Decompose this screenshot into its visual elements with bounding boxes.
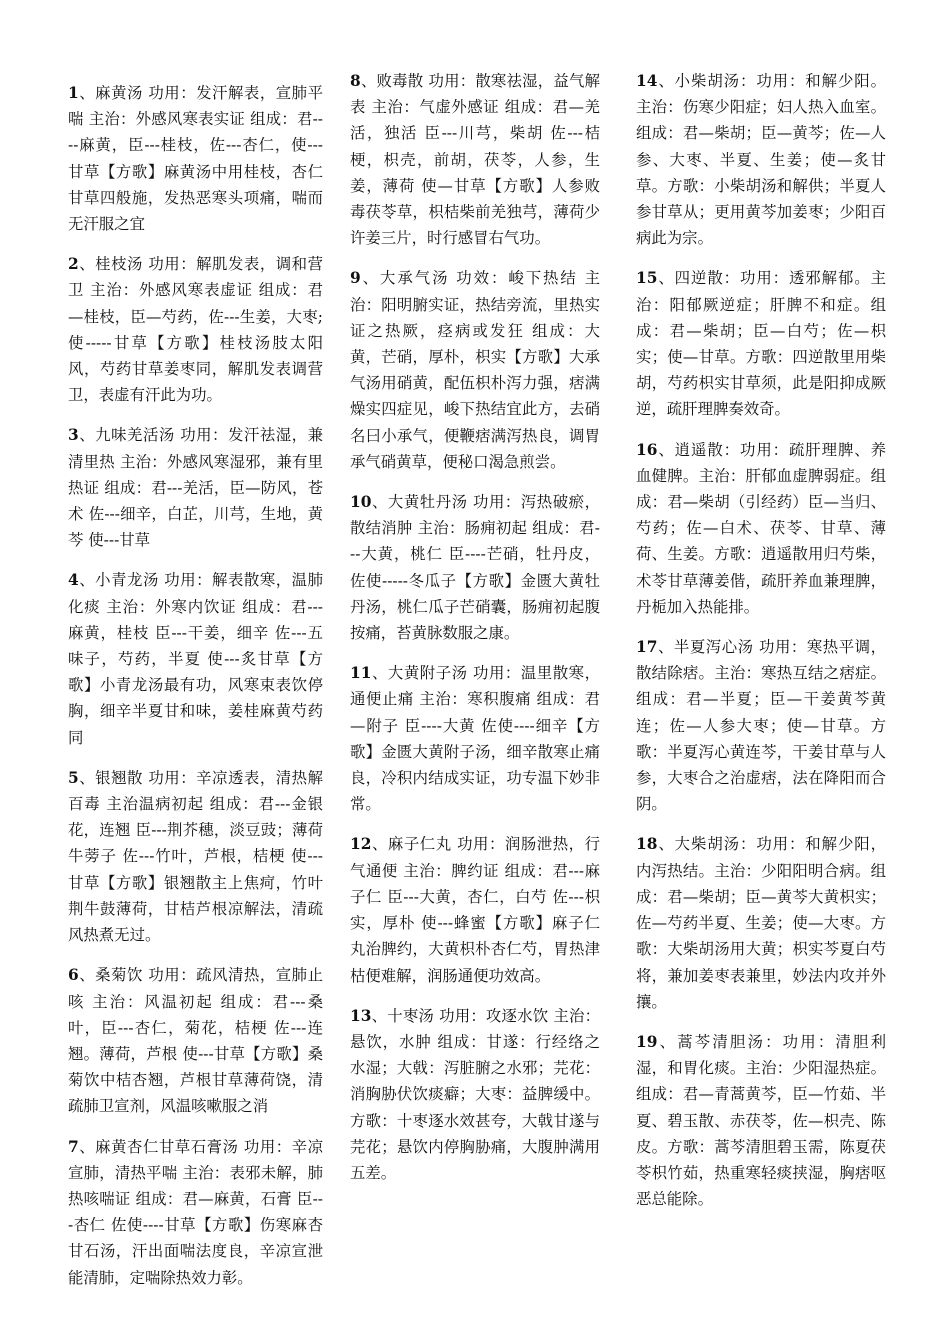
entry-number: 19 [636,1032,658,1051]
entry-number: 2 [68,255,79,274]
entry-text: 、半夏泻心汤 功用：寒热平调，散结除痞。主治：寒热互结之痞症。组成：君—半夏；臣—干姜黄芩黄连；佐—人参大枣；使—甘草。方歌：半夏泻心黄连芩，干姜甘草与人参，大枣合之治虚痞，法在降阳而合阴。 [636,638,886,814]
formula-entry-13 [350,1003,600,1186]
entry-text: 、小柴胡汤：功用：和解少阳。主治：伤寒少阳症；妇人热入血室。组成：君—柴胡；臣—黄芩；佐—人参、大枣、半夏、生姜；使—炙甘草。方歌：小柴胡汤和解供；半夏人参甘草从；更用黄芩加姜枣；少阳百病此为宗。 [636,72,886,248]
formula-entry-8 [350,68,600,251]
entry-text: 、麻黄杏仁甘草石膏汤 功用：辛凉宣肺，清热平喘 主治：表邪未解，肺热咳喘证 组成：君—麻黄，石膏 臣---杏仁 佐使----甘草【方歌】伤寒麻杏甘石汤，汗出面喘法度良，辛凉宣泄能清肺，定喘除热效力彰。 [68,1137,323,1287]
entry-text: 、九味羌活汤 功用：发汗祛湿，兼清里热 主治：外感风寒湿邪，兼有里热证 组成：君---羌活，臣—防风，苍术 佐---细辛，白芷，川芎，生地，黄芩 使---甘草 [68,426,323,550]
formula-entry-7 [68,1134,323,1291]
entry-number: 3 [68,426,79,445]
entry-text: 、小青龙汤 功用：解表散寒，温肺化痰 主治：外寒内饮证 组成：君---麻黄，桂枝 臣---干姜，细辛 佐---五味子，芍药，半夏 使---炙甘草【方歌】小青龙汤最有功，风寒束表饮停胸，细辛半夏甘和味，姜桂麻黄芍药同 [68,571,323,747]
column-3 [636,68,886,1226]
entry-number: 5 [68,768,79,787]
formula-entry-16 [636,437,886,620]
entry-text: 、大承气汤 功效：峻下热结 主治：阳明腑实证，热结旁流，里热实证之热厥，痉病或发狂 组成：大黄，芒硝，厚朴，枳实【方歌】大承气汤用硝黄，配伍枳朴泻力强，痞满燥实四症见，峻下热结宜此方，去硝名曰小承气，便鞭痞满泻热良，调胃承气硝黄草，便秘口渴急煎尝。 [350,269,600,471]
entry-number: 13 [350,1006,372,1025]
entry-number: 1 [68,84,79,102]
entry-text: 、大黄附子汤 功用：温里散寒，通便止痛 主治：寒积腹痛 组成：君—附子 臣----大黄 佐使----细辛【方歌】金匮大黄附子汤，细辛散寒止痛良，冷积内结成实证，功专温下妙非常。 [350,664,600,814]
entry-text: 、麻子仁丸 功用：润肠泄热，行气通便 主治：脾约证 组成：君---麻子仁 臣---大黄，杏仁，白芍 佐---枳实，厚朴 使---蜂蜜【方歌】麻子仁丸治脾约，大黄枳朴杏仁芍，胃热津枯便难解，润肠通便功效高。 [350,835,600,985]
entry-number: 18 [636,835,658,854]
entry-text: 、桑菊饮 功用：疏风清热，宣肺止咳 主治：风温初起 组成：君---桑叶，臣---杏仁，菊花，桔梗 佐---连翘。薄荷，芦根 使---甘草【方歌】桑菊饮中桔杏翘，芦根甘草薄荷饶，清疏肺卫宣剂，风温咳嗽服之消 [68,966,323,1116]
formula-entry-5 [68,765,323,948]
entry-number: 8 [350,72,361,90]
entry-number: 6 [68,966,79,985]
entry-text: 、十枣汤 功用：攻逐水饮 主治：悬饮，水肿 组成：甘遂：行经络之水湿；大戟：泻脏腑之水邪；芫花：消胸胁伏饮痰癖；大枣：益脾缓中。方歌：十枣逐水效甚夸，大戟甘遂与芫花；悬饮内停胸胁痛，大腹肿满用五差。 [350,1006,600,1182]
entry-number: 14 [636,72,658,90]
formula-entry-15 [636,265,886,422]
formula-entry-1 [68,80,323,237]
formula-entry-3 [68,422,323,553]
column-1 [68,80,323,1305]
entry-text: 、大柴胡汤：功用：和解少阳，内泻热结。主治：少阳阳明合病。组成：君—柴胡；臣—黄芩大黄枳实；佐—芍药半夏、生姜；使—大枣。方歌：大柴胡汤用大黄；枳实芩夏白芍将，兼加姜枣表兼里，妙法内攻并外攘。 [636,835,886,1011]
entry-text: 、桂枝汤 功用：解肌发表，调和营卫 主治：外感风寒表虚证 组成：君—桂枝，臣—芍药，佐---生姜，大枣;使-----甘草【方歌】桂枝汤肢太阳风，芍药甘草姜枣同，解肌发表调营卫，表虚有汗此为功。 [68,255,323,405]
formula-entry-10 [350,489,600,646]
entry-text: 、逍遥散：功用：疏肝理脾、养血健脾。主治：肝郁血虚脾弱症。组成：君—柴胡（引经药）臣—当归、芍药；佐—白术、茯苓、甘草、薄荷、生姜。方歌：逍遥散用归芍柴，术苓甘草薄姜偕，疏肝养血兼理脾，丹栀加入热能排。 [636,440,886,616]
formula-entry-14 [636,68,886,251]
formula-entry-2 [68,251,323,408]
entry-number: 15 [636,269,658,288]
formula-entry-18 [636,831,886,1014]
formula-entry-9 [350,265,600,475]
entry-text: 、银翘散 功用：辛凉透表，清热解百毒 主治温病初起 组成：君---金银花，连翘 臣---荆芥穗，淡豆豉；薄荷牛蒡子 佐---竹叶，芦根，桔梗 使---甘草【方歌】银翘散主上焦疴，竹叶荆牛鼓薄荷，甘桔芦根凉解法，清疏风热煮无过。 [68,768,323,945]
formula-entry-11 [350,660,600,817]
entry-number: 11 [350,664,372,683]
formula-entry-6 [68,962,323,1119]
entry-text: 、蒿芩清胆汤：功用：清胆利湿，和胃化痰。主治：少阳湿热症。组成：君—青蒿黄芩，臣—竹茹、半夏、碧玉散、赤茯苓，佐—枳壳、陈皮。方歌：蒿芩清胆碧玉需，陈夏茯苓枳竹茹，热重寒轻痰挟湿，胸痞呕恶总能除。 [636,1032,886,1209]
formula-entry-4 [68,567,323,750]
entry-number: 12 [350,835,372,854]
entry-number: 7 [68,1137,79,1156]
entry-number: 10 [350,493,372,512]
entry-text: 、大黄牡丹汤 功用：泻热破瘀，散结消肿 主治：肠痈初起 组成：君---大黄，桃仁 臣----芒硝，牡丹皮，佐使-----冬瓜子【方歌】金匮大黄牡丹汤，桃仁瓜子芒硝囊，肠痈初起腹按痛，苔黄脉数服之康。 [350,493,600,643]
entry-number: 4 [68,571,79,590]
entry-text: 、败毒散 功用：散寒祛湿，益气解表 主治：气虚外感证 组成：君—羌活，独活 臣---川芎，柴胡 佐---桔梗，枳壳，前胡，茯苓，人参，生姜，薄荷 使—甘草【方歌】人参败毒茯苓草，枳桔柴前羌独芎，薄荷少许姜三片，时行感冒右气功。 [350,72,600,248]
entry-number: 9 [350,269,361,288]
formula-entry-12 [350,831,600,988]
entry-number: 17 [636,638,658,657]
formula-entry-19 [636,1029,886,1212]
entry-number: 16 [636,440,658,459]
entry-text: 、麻黄汤 功用：发汗解表，宣肺平喘 主治：外感风寒表实证 组成：君----麻黄，臣---桂枝，佐---杏仁，使---甘草【方歌】麻黄汤中用桂枝，杏仁甘草四般施，发热恶寒头项痛，喘而无汗服之宜 [68,84,323,234]
entry-text: 、四逆散：功用：透邪解郁。主治：阳郁厥逆症；肝脾不和症。组成：君—柴胡；臣—白芍；佐—枳实；使—甘草。方歌：四逆散里用柴胡，芍药枳实甘草须，此是阳抑成厥逆，疏肝理脾奏效奇。 [636,269,886,419]
column-2 [350,68,600,1200]
formula-entry-17 [636,634,886,817]
